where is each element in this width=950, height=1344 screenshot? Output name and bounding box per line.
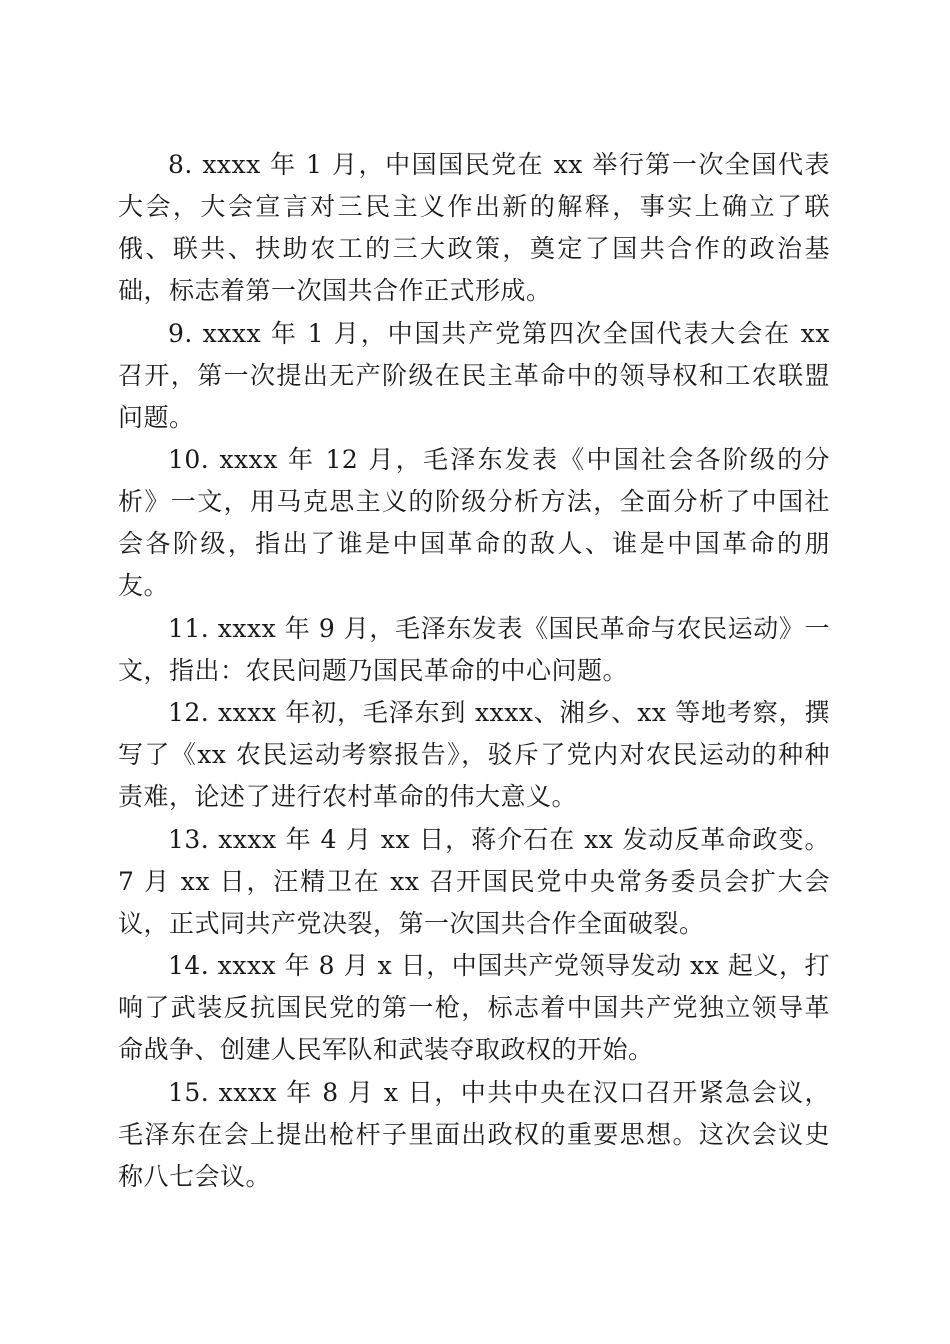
paragraph-14: 14. xxxx 年 8 月 x 日，中国共产党领导发动 xx 起义，打响了武装反抗国民党的第一枪，标志着中国共产党独立领导革命战争、创建人民军队和武装夺取政权的开始。 [118, 951, 830, 1064]
paragraph-15: 15. xxxx 年 8 月 x 日，中共中央在汉口召开紧急会议，毛泽东在会上提出枪杆子里面出政权的重要思想。这次会议史称八七会议。 [118, 1077, 830, 1191]
paragraph-11: 11. xxxx 年 9 月，毛泽东发表《国民革命与农民运动》一文，指出：农民问题乃国民革命的中心问题。 [118, 613, 830, 685]
paragraph-12: 12. xxxx 年初，毛泽东到 xxxx、湘乡、xx 等地考察，撰写了《xx 农民运动考察报告》，驳斥了党内对农民运动的种种责难，论述了进行农村革命的伟大意义。 [118, 698, 830, 811]
paragraph-10: 10. xxxx 年 12 月，毛泽东发表《中国社会各阶级的分析》一文，用马克思主义的阶级分析方法，全面分析了中国社会各阶级，指出了谁是中国革命的敌人、谁是中国革命的朋友。 [118, 445, 830, 600]
paragraph-9: 9. xxxx 年 1 月，中国共产党第四次全国代表大会在 xx 召开，第一次提出无产阶级在民主革命中的领导权和工农联盟问题。 [118, 318, 830, 432]
paragraph-13: 13. xxxx 年 4 月 xx 日，蒋介石在 xx 发动反革命政变。7 月 xx 日，汪精卫在 xx 召开国民党中央常务委员会扩大会议，正式同共产党决裂，第一次国共合作全面破裂。 [118, 824, 830, 938]
paragraph-8: 8. xxxx 年 1 月，中国国民党在 xx 举行第一次全国代表大会，大会宣言对三民主义作出新的解释，事实上确立了联俄、联共、扶助农工的三大政策，奠定了国共合作的政治基础，标志着第一次国共合作正式形成。 [118, 150, 830, 305]
document-body [118, 144, 830, 1198]
